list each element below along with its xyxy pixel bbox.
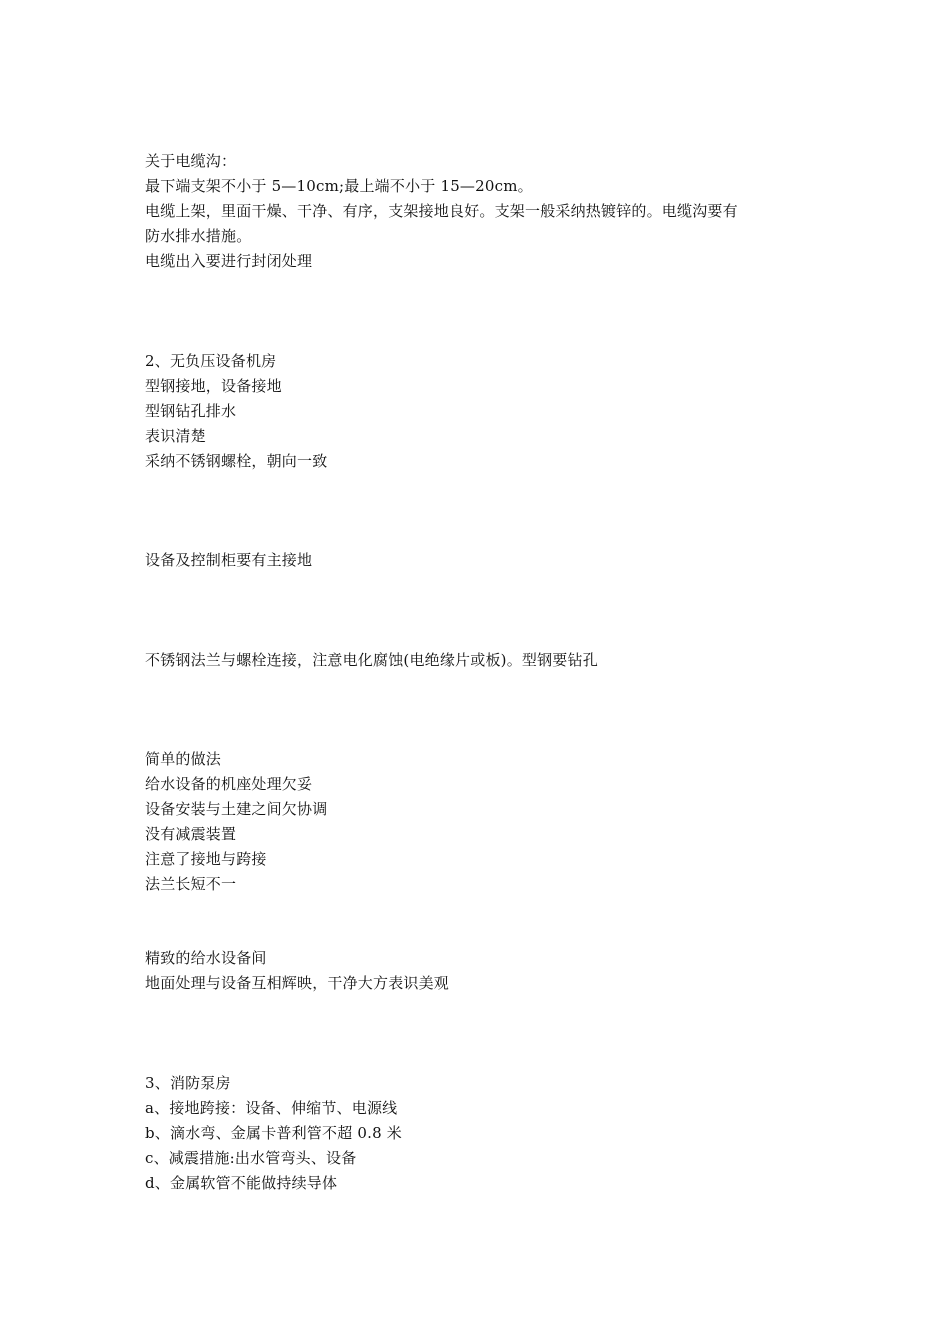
section-3-item: b、滴水弯、金属卡普利管不超 0.8 米 <box>145 1124 402 1142</box>
section-2-line: 采纳不锈钢螺栓，朝向一致 <box>145 452 328 470</box>
section-2-heading: 2、无负压设备机房 <box>145 352 277 370</box>
section-3-item: c、减震措施:出水管弯头、设备 <box>145 1149 357 1167</box>
cable-trench-line: 防水排水措施。 <box>145 227 252 245</box>
flange-note: 不锈钢法兰与螺栓连接，注意电化腐蚀(电绝缘片或板)。型钢要钻孔 <box>145 651 598 669</box>
section-3-item: a、接地跨接：设备、伸缩节、电源线 <box>145 1099 398 1117</box>
section-2-line: 表识清楚 <box>145 427 206 445</box>
simple-method-line: 注意了接地与跨接 <box>145 850 267 868</box>
cable-trench-line: 最下端支架不小于 5—10cm;最上端不小于 15—20cm。 <box>145 177 533 195</box>
simple-method-line: 设备安装与土建之间欠协调 <box>145 800 328 818</box>
simple-method-heading: 简单的做法 <box>145 750 222 768</box>
section-3-heading: 3、消防泵房 <box>145 1074 231 1092</box>
simple-method-line: 给水设备的机座处理欠妥 <box>145 775 313 793</box>
cable-trench-heading: 关于电缆沟： <box>145 152 237 170</box>
section-2-line: 型钢钻孔排水 <box>145 402 237 420</box>
cable-trench-line: 电缆出入要进行封闭处理 <box>145 252 313 270</box>
section-3-item: d、金属软管不能做持续导体 <box>145 1174 338 1192</box>
main-ground-note: 设备及控制柜要有主接地 <box>145 551 313 569</box>
cable-trench-line: 电缆上架，里面干燥、干净、有序，支架接地良好。支架一般采纳热镀锌的。电缆沟要有 <box>145 202 738 220</box>
fine-room-line: 地面处理与设备互相辉映，干净大方表识美观 <box>145 974 450 992</box>
fine-room-heading: 精致的给水设备间 <box>145 949 267 967</box>
simple-method-line: 法兰长短不一 <box>145 875 237 893</box>
section-2-line: 型钢接地，设备接地 <box>145 377 282 395</box>
simple-method-line: 没有减震装置 <box>145 825 237 843</box>
